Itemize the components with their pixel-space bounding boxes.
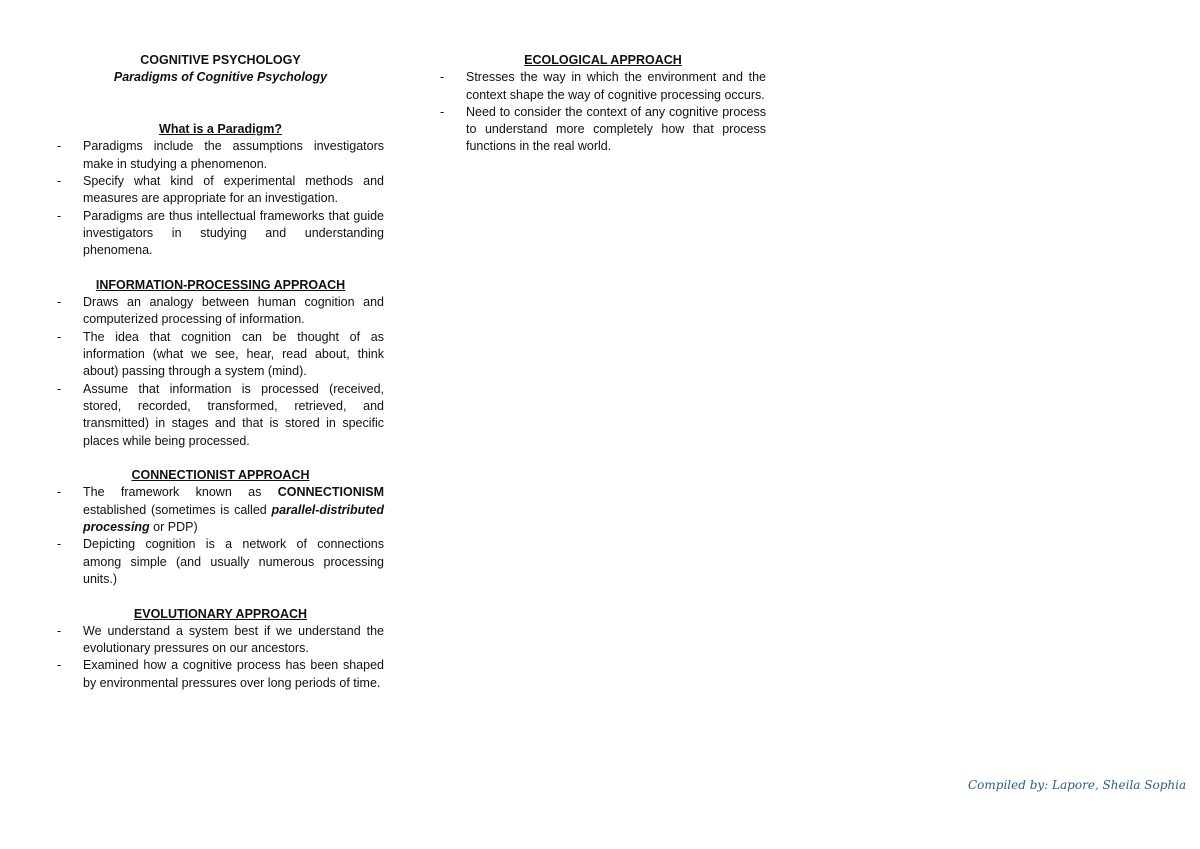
list-item [440,104,766,156]
ecological-heading: ECOLOGICAL APPROACH [524,53,682,67]
compiler-credit: Compiled by: Lapore, Sheila Sophia [968,778,1187,792]
bullet-dash: - [57,381,62,396]
list-item [57,138,384,173]
information-processing-list [57,294,384,450]
list-item-text: Assume that information is processed (received, stored, recorded, transformed, retrieved, and transmitted) in stages and that is stored in specific places while being processed. [83,381,384,448]
list-item [57,484,384,536]
list-item-text: Depicting cognition is a network of connections among simple (and usually numerous processing units.) [83,537,384,586]
list-item-text: Stresses the way in which the environment and the context shape the way of cognitive processing occurs. [466,70,766,102]
list-item [57,623,384,658]
bullet-dash: - [57,658,62,673]
list-item [57,294,384,329]
bullet-dash: - [57,537,62,552]
bullet-dash: - [57,623,62,638]
left-column [57,52,384,692]
bullet-dash: - [57,295,62,310]
list-item-text: Paradigms include the assumptions investigators make in studying a phenomenon. [83,139,384,171]
document-subtitle: Paradigms of Cognitive Psychology [113,70,328,85]
document-title: COGNITIVE PSYCHOLOGY [140,53,301,67]
list-item-text: Need to consider the context of any cognitive process to understand more completely how that process functions in the real world. [466,104,766,154]
list-item [57,536,384,588]
paradigm-heading: What is a Paradigm? [159,122,282,137]
ecological-list [440,69,766,155]
list-item-text: Examined how a cognitive process has been shaped by environmental pressures over long periods of time. [83,658,384,690]
bullet-dash: - [57,329,62,344]
bullet-dash: - [440,104,445,119]
list-item [57,208,384,260]
bullet-dash: - [57,208,62,223]
right-column [440,52,766,156]
connectionist-heading: CONNECTIONIST APPROACH [131,468,310,483]
connectionism-term: CONNECTIONISM [277,485,384,500]
bullet-dash: - [57,174,62,189]
list-item-text: The idea that cognition can be thought of as information (what we see, hear, read about, think about) passing through a system (mind). [83,329,384,379]
list-item-text-part: established (sometimes is called [83,502,272,517]
list-item-text: Draws an analogy between human cognition and computerized processing of information. [83,295,384,327]
bullet-dash: - [57,139,62,154]
evolutionary-heading: EVOLUTIONARY APPROACH [133,606,308,621]
list-item [57,381,384,450]
list-item-text: We understand a system best if we understand the evolutionary pressures on our ancestors. [83,623,384,656]
evolutionary-list [57,623,384,692]
list-item [57,657,384,692]
list-item-text: Paradigms are thus intellectual frameworks that guide investigators in studying and understanding phenomena. [83,208,384,258]
bullet-dash: - [440,70,445,85]
information-processing-heading: INFORMATION-PROCESSING APPROACH [95,277,346,292]
list-item [440,69,766,104]
list-item-text-part: or PDP) [149,520,198,535]
connectionist-list [57,484,384,588]
pdp-term: parallel-distributed processing [83,502,384,535]
list-item [57,329,384,381]
list-item [57,173,384,208]
list-item-text: Specify what kind of experimental methods and measures are appropriate for an investigation. [83,174,384,206]
list-item-text-part: The framework known as [83,485,278,500]
bullet-dash: - [57,485,62,500]
paradigm-list [57,138,384,259]
